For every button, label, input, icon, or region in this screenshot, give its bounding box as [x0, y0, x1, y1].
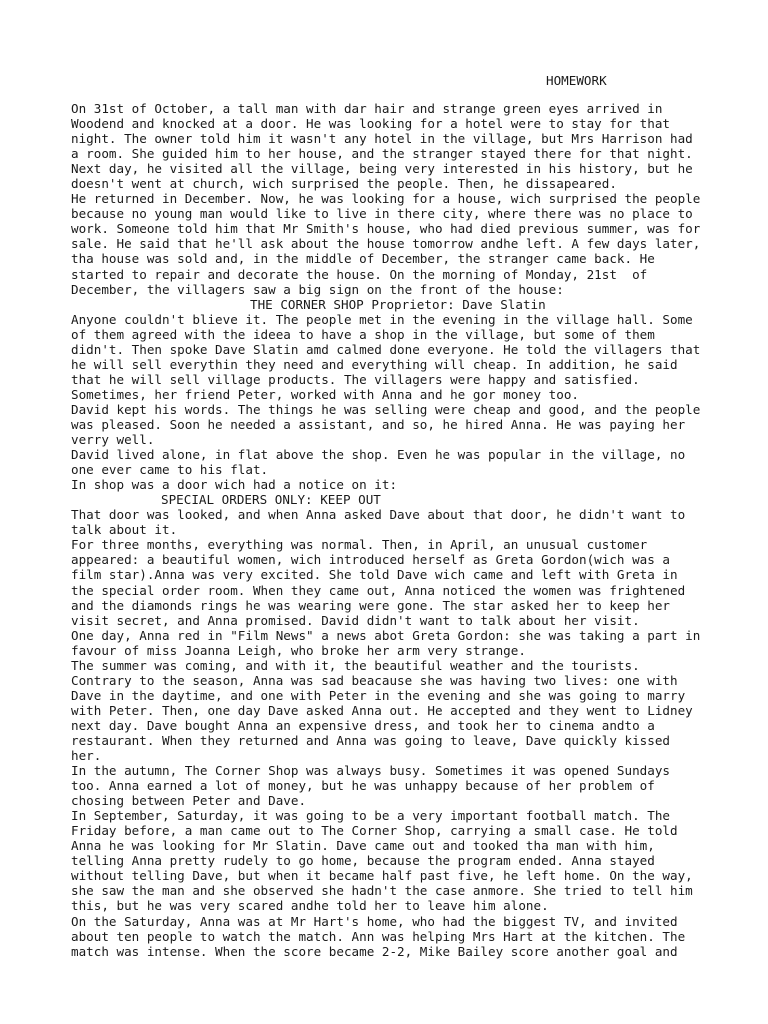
text-line: For three months, everything was normal. Then, in April, an unusual customer — [71, 537, 648, 553]
text-line: Anna he was looking for Mr Slatin. Dave came out and tooked tha man with him, — [71, 838, 655, 854]
text-line: Sometimes, her friend Peter, worked with Anna and he gor money too. — [71, 386, 579, 402]
text-line: this, but he was very scared andhe told her to leave him alone. — [71, 898, 549, 914]
text-line: In shop was a door wich had a notice on it: — [71, 477, 398, 493]
text-line: doesn't went at church, wich surprised the people. Then, he dissapeared. — [71, 176, 617, 192]
text-line: On the Saturday, Anna was at Mr Hart's home, who had the biggest TV, and invited — [71, 913, 678, 929]
text-line: a room. She guided him to her house, and the stranger stayed there for that night. — [71, 146, 693, 162]
text-line: That door was looked, and when Anna asked Dave about that door, he didn't want to — [71, 507, 686, 523]
text-line: restaurant. When they returned and Anna was going to leave, Dave quickly kissed — [71, 732, 670, 748]
text-line: too. Anna earned a lot of money, but he was unhappy because of her problem of — [71, 778, 655, 794]
text-line: Woodend and knocked at a door. He was looking for a hotel were to stay for that — [71, 116, 670, 132]
text-line: the special order room. When they came out, Anna noticed the women was frightened — [71, 582, 686, 598]
text-line: Contrary to the season, Anna was sad beacause she was having two lives: one with — [71, 672, 678, 688]
text-line: that he will sell village products. The villagers were happy and satisfied. — [71, 371, 640, 387]
text-line: work. Someone told him that Mr Smith's house, who had died previous summer, was for — [71, 221, 701, 237]
text-line: David kept his words. The things he was selling were cheap and good, and the people — [71, 401, 701, 417]
text-line: Friday before, a man came out to The Corner Shop, carrying a small case. He told — [71, 823, 678, 839]
document-body — [71, 101, 711, 959]
text-line: David lived alone, in flat above the shop. Even he was popular in the village, no — [71, 447, 686, 463]
text-line: chosing between Peter and Dave. — [71, 793, 307, 809]
text-line: sale. He said that he'll ask about the house tomorrow andhe left. A few days later, — [71, 236, 701, 252]
text-line: about ten people to watch the match. Ann was helping Mrs Hart at the kitchen. The — [71, 928, 686, 944]
text-line: next day. Dave bought Anna an expensive dress, and took her to cinema andto a — [71, 717, 655, 733]
text-line: December, the villagers saw a big sign on the front of the house: — [71, 281, 564, 297]
text-line: and the diamonds rings he was wearing were gone. The star asked her to keep her — [71, 597, 670, 613]
text-line: He returned in December. Now, he was looking for a house, wich surprised the people — [71, 191, 701, 207]
text-line: night. The owner told him it wasn't any hotel in the village, but Mrs Harrison had — [71, 131, 693, 147]
text-line: Dave in the daytime, and one with Peter in the evening and she was going to marry — [71, 687, 686, 703]
text-line: was pleased. Soon he needed a assistant, and so, he hired Anna. He was paying her — [71, 416, 686, 432]
text-line: The summer was coming, and with it, the beautiful weather and the tourists. — [71, 657, 640, 673]
notice-line: SPECIAL ORDERS ONLY: KEEP OUT — [161, 492, 381, 508]
text-line: favour of miss Joanna Leigh, who broke her arm very strange. — [71, 642, 526, 658]
text-line: On 31st of October, a tall man with dar hair and strange green eyes arrived in — [71, 101, 663, 116]
text-line: verry well. — [71, 432, 155, 448]
text-line: her. — [71, 748, 102, 764]
text-line: talk about it. — [71, 522, 178, 538]
text-line: started to repair and decorate the house. On the morning of Monday, 21st of — [71, 266, 648, 282]
text-line: One day, Anna red in "Film News" a news abot Greta Gordon: she was taking a part in — [71, 627, 701, 643]
text-line: film star).Anna was very excited. She told Dave wich came and left with Greta in — [71, 567, 678, 583]
text-line: Next day, he visited all the village, being very interested in his history, but he — [71, 161, 693, 177]
text-line: of them agreed with the ideea to have a shop in the village, but some of them — [71, 326, 655, 342]
text-line: tha house was sold and, in the middle of December, the stranger came back. He — [71, 251, 655, 267]
document-title: HOMEWORK — [546, 73, 607, 88]
text-line: because no young man would like to live in there city, where there was no place to — [71, 206, 693, 222]
text-line: match was intense. When the score became 2-2, Mike Bailey score another goal and — [71, 943, 678, 959]
text-line: he will sell everythin they need and everything will cheap. In addition, he said — [71, 356, 678, 372]
text-line: with Peter. Then, one day Dave asked Anna out. He accepted and they went to Lidney — [71, 702, 693, 718]
text-line: she saw the man and she observed she hadn't the case anmore. She tried to tell him — [71, 883, 693, 899]
text-line: visit secret, and Anna promised. David didn't want to talk about her visit. — [71, 612, 640, 628]
text-line: didn't. Then spoke Dave Slatin amd calmed done everyone. He told the villagers that — [71, 341, 701, 357]
text-line: without telling Dave, but when it became half past five, he left home. On the way, — [71, 868, 693, 884]
text-line: In September, Saturday, it was going to be a very important football match. The — [71, 808, 670, 824]
text-line: telling Anna pretty rudely to go home, because the program ended. Anna stayed — [71, 853, 655, 869]
text-line: Anyone couldn't blieve it. The people met in the evening in the village hall. Some — [71, 311, 693, 327]
text-line: one ever came to his flat. — [71, 462, 269, 478]
text-line: appeared: a beautiful women, wich introduced herself as Greta Gordon(wich was a — [71, 552, 670, 568]
text-line: In the autumn, The Corner Shop was always busy. Sometimes it was opened Sundays — [71, 763, 670, 779]
shop-sign-line: THE CORNER SHOP Proprietor: Dave Slatin — [250, 296, 546, 312]
